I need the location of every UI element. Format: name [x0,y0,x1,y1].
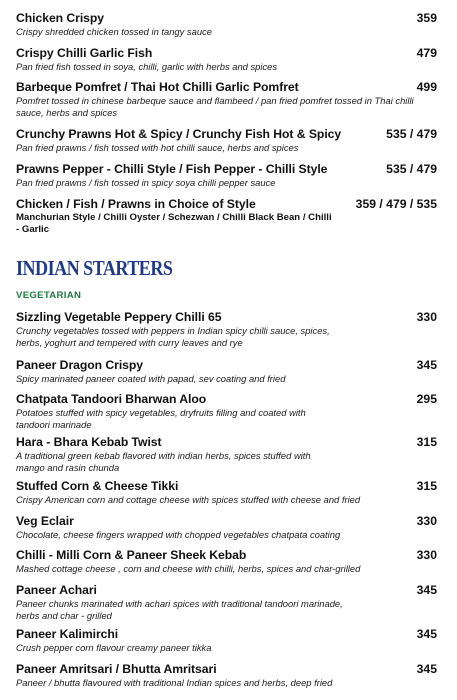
item-name: Prawns Pepper - Chilli Style / Fish Pepper - Chilli Style [16,162,328,176]
item-name: Sizzling Vegetable Peppery Chilli 65 [16,310,222,324]
item-description: Potatoes stuffed with spicy vegetables, dryfruits filling and coated with tandoori marinade [16,407,306,430]
item-price: 359 / 479 / 535 [355,197,437,211]
item-name: Chicken Crispy [16,11,105,25]
item-description: Crunchy vegetables tossed with peppers in Indian spicy chilli sauce, spices, herbs, yoghurt and tempered with curry leaves and rye [16,325,330,348]
menu-item [16,479,437,506]
item-price: 499 [416,80,437,94]
item-description: Pan fried prawns / fish tossed in spicy soya chilli pepper sauce [16,177,276,188]
menu-item [16,127,437,154]
section-title: INDIAN STARTERS [16,256,173,280]
menu-item [16,80,437,118]
item-description: Crispy shredded chicken tossed in tangy sauce [16,26,212,37]
item-name: Chilli - Milli Corn & Paneer Sheek Kebab [16,548,247,562]
subsection-title: VEGETARIAN [16,290,82,301]
item-price: 315 [416,435,437,449]
item-description: Pan fried prawns / fish tossed with hot chilli sauce, herbs and spices [16,142,299,153]
menu-item [16,162,437,189]
menu-item [16,197,437,236]
item-price: 295 [416,392,437,406]
menu-item [16,662,437,689]
item-price: 330 [416,514,437,528]
item-price: 345 [416,627,437,641]
item-name: Hara - Bhara Kebab Twist [16,435,162,449]
item-description: Paneer chunks marinated with achari spices with traditional tandoori marinade, herbs and char - grilled [16,598,343,621]
item-price: 479 [416,46,437,60]
item-description: Spicy marinated paneer coated with papad, sev coating and fried [16,373,286,384]
item-description: Crispy American corn and cottage cheese with spices stuffed with cheese and fried [16,494,361,505]
item-description: Manchurian Style / Chilli Oyster / Schezwan / Chilli Black Bean / Chilli - Garlic [16,212,332,235]
menu-item [16,11,437,38]
item-price: 535 / 479 [386,127,437,141]
item-name: Paneer Dragon Crispy [16,358,144,372]
menu-item [16,46,437,73]
item-name: Veg Eclair [16,514,74,528]
menu-item [16,583,437,621]
item-description: Pan fried fish tossed in soya, chilli, garlic with herbs and spices [16,61,278,72]
item-name: Paneer Kalimirchi [16,627,119,641]
item-name: Crispy Chilli Garlic Fish [16,46,153,60]
item-description: Chocolate, cheese fingers wrapped with chopped vegetables chatpata coating [16,529,341,540]
item-price: 330 [416,548,437,562]
menu-item [16,435,437,473]
item-name: Chicken / Fish / Prawns in Choice of Style [16,197,256,211]
item-description: Paneer / bhutta flavoured with traditional Indian spices and herbs, deep fried [16,677,333,688]
menu-item [16,358,437,385]
item-price: 330 [416,310,437,324]
item-price: 345 [416,583,437,597]
item-name: Crunchy Prawns Hot & Spicy / Crunchy Fish Hot & Spicy [16,127,342,141]
menu-item [16,548,437,575]
menu-item [16,310,437,348]
menu-item [16,627,437,654]
item-price: 315 [416,479,437,493]
item-price: 535 / 479 [386,162,437,176]
item-price: 345 [416,358,437,372]
item-name: Barbeque Pomfret / Thai Hot Chilli Garlic Pomfret [16,80,299,94]
menu-item [16,514,437,541]
item-description: Crush pepper corn flavour creamy paneer tikka [16,642,212,653]
item-description: Pomfret tossed in chinese barbeque sauce and flambeed / pan fried pomfret tossed in Thai chilli sauce, herbs and spices [16,95,414,118]
item-name: Paneer Achari [16,583,97,597]
item-name: Stuffed Corn & Cheese Tikki [16,479,179,493]
item-name: Paneer Amritsari / Bhutta Amritsari [16,662,217,676]
item-description: Mashed cottage cheese , corn and cheese with chilli, herbs, spices and char-grilled [16,563,361,574]
item-description: A traditional green kebab flavored with indian herbs, spices stuffed with mango and rasin chunda [16,450,311,473]
menu-item [16,392,437,430]
item-price: 359 [416,11,437,25]
item-price: 345 [416,662,437,676]
item-name: Chatpata Tandoori Bharwan Aloo [16,392,207,406]
